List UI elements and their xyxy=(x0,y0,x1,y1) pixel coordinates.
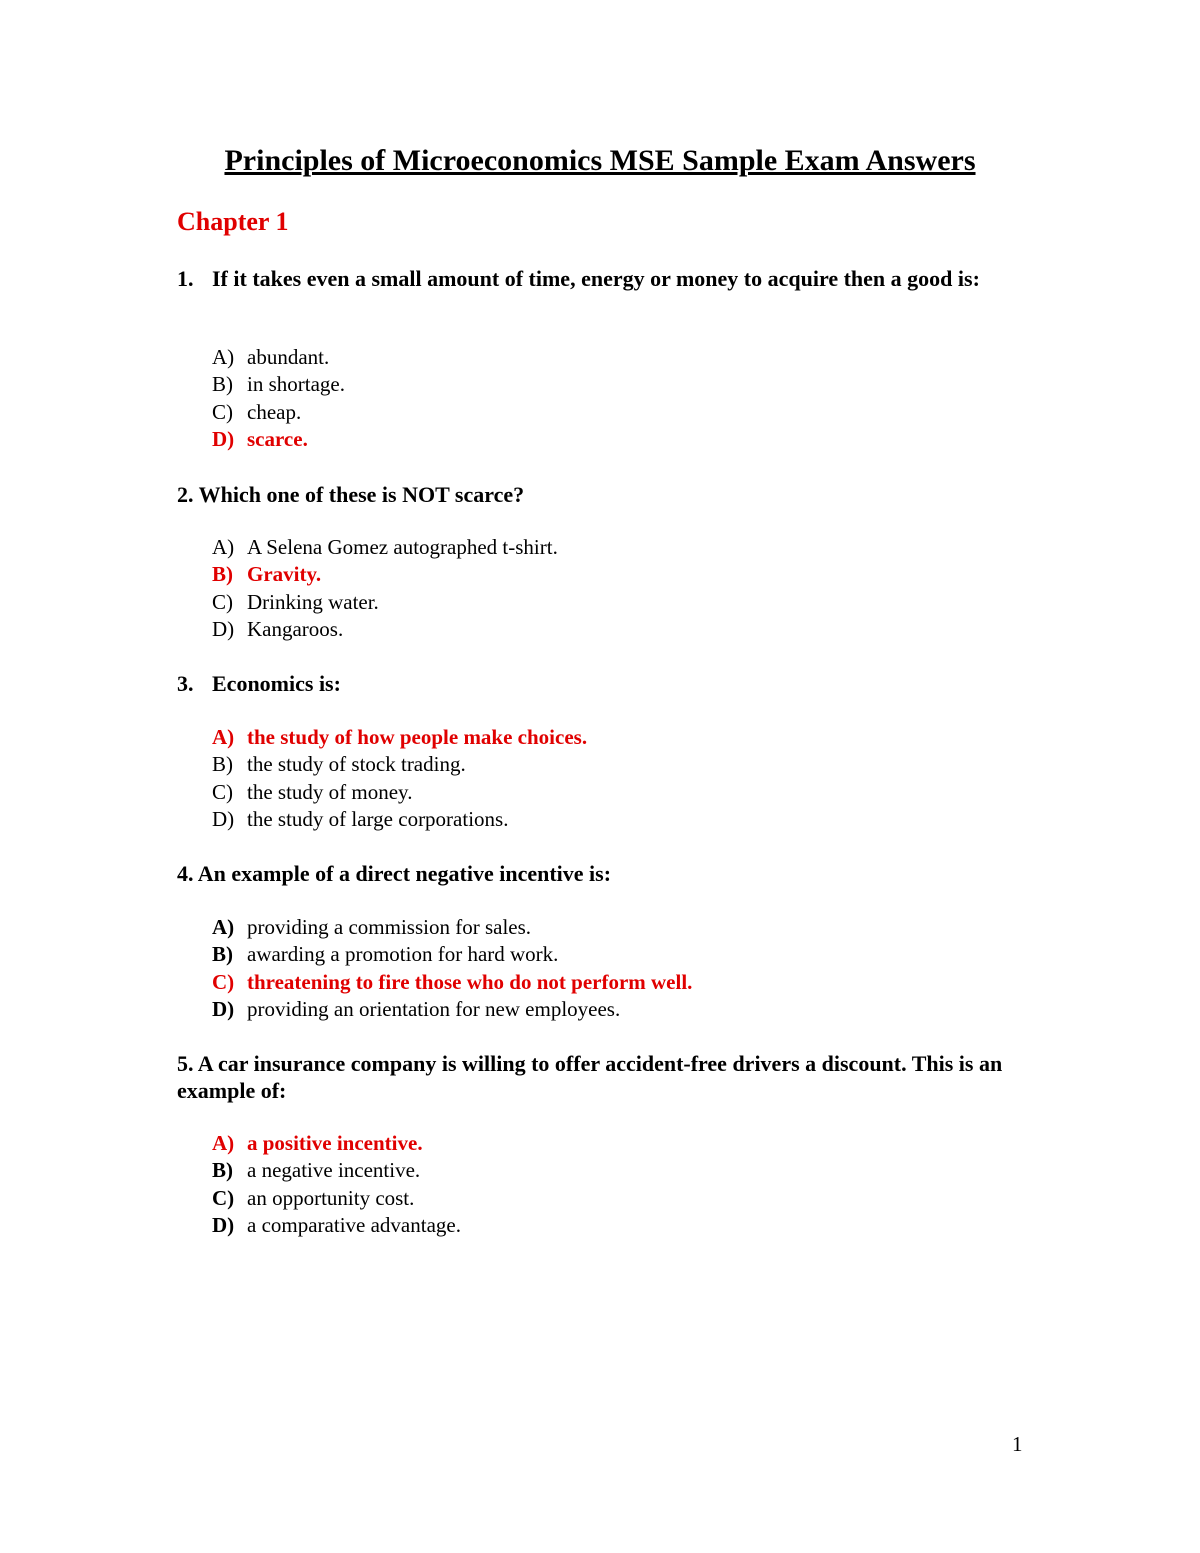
option-item xyxy=(212,1185,461,1212)
option-text: A Selena Gomez autographed t-shirt. xyxy=(247,535,558,559)
options-q1 xyxy=(212,344,345,453)
option-item xyxy=(212,1130,461,1157)
option-item xyxy=(212,1157,461,1184)
option-letter: A) xyxy=(212,1131,235,1155)
option-letter: B) xyxy=(212,1158,233,1183)
option-text: Kangaroos. xyxy=(247,616,344,641)
option-text: Drinking water. xyxy=(247,589,379,614)
option-letter: C) xyxy=(212,1185,235,1210)
option-text: a negative incentive. xyxy=(247,1158,421,1183)
question-2 xyxy=(177,481,1017,508)
question-5 xyxy=(177,1050,1017,1104)
option-letter: A) xyxy=(212,535,235,559)
option-text: the study of large corporations. xyxy=(247,806,509,831)
option-text: Gravity. xyxy=(247,562,322,587)
option-text: in shortage. xyxy=(247,372,345,397)
option-text: a positive incentive. xyxy=(247,1131,423,1155)
option-letter: D) xyxy=(212,426,235,451)
option-letter: C) xyxy=(212,779,233,804)
option-text: a comparative advantage. xyxy=(247,1212,461,1237)
option-letter: B) xyxy=(212,942,233,967)
option-letter: B) xyxy=(212,372,233,397)
option-item xyxy=(212,344,345,371)
option-item xyxy=(212,371,345,398)
option-item xyxy=(212,399,345,426)
option-text: the study of stock trading. xyxy=(247,752,466,777)
option-item xyxy=(212,779,587,806)
question-4 xyxy=(177,860,1017,887)
option-item xyxy=(212,914,692,941)
option-letter: D) xyxy=(212,1212,235,1237)
option-letter: C) xyxy=(212,399,233,424)
option-item xyxy=(212,724,587,751)
option-text: providing a commission for sales. xyxy=(247,915,532,939)
chapter-heading: Chapter 1 xyxy=(177,207,289,236)
option-text: threatening to fire those who do not perform well. xyxy=(247,969,693,994)
option-letter: B) xyxy=(212,752,233,777)
option-letter: A) xyxy=(212,345,235,369)
option-text: an opportunity cost. xyxy=(247,1185,415,1210)
option-item xyxy=(212,969,692,996)
page-number: 1 xyxy=(1012,1432,1023,1456)
option-item xyxy=(212,534,558,561)
option-text: providing an orientation for new employees. xyxy=(247,996,621,1021)
question-text: If it takes even a small amount of time, energy or money to acquire then a good is: xyxy=(212,266,980,291)
option-item xyxy=(212,996,692,1023)
question-number: 3. xyxy=(177,671,194,696)
option-letter: D) xyxy=(212,616,235,641)
options-q5 xyxy=(212,1130,461,1239)
question-text: Economics is: xyxy=(212,671,341,696)
option-item xyxy=(212,589,558,616)
option-text: cheap. xyxy=(247,399,302,424)
question-number: 2. xyxy=(177,482,194,507)
option-letter: A) xyxy=(212,915,235,939)
option-item xyxy=(212,1212,461,1239)
option-item xyxy=(212,806,587,833)
options-q2 xyxy=(212,534,558,643)
question-number: 4. xyxy=(177,861,194,886)
option-letter: B) xyxy=(212,562,233,587)
question-text: A car insurance company is willing to offer accident-free drivers a discount. This is an example of: xyxy=(177,1051,1003,1103)
options-q4 xyxy=(212,914,692,1023)
options-q3 xyxy=(212,724,587,833)
option-letter: D) xyxy=(212,806,235,831)
question-number: 1. xyxy=(177,266,194,291)
question-3 xyxy=(177,670,1052,697)
option-text: abundant. xyxy=(247,345,330,369)
page-title: Principles of Microeconomics MSE Sample Exam Answers xyxy=(224,144,976,177)
option-letter: D) xyxy=(212,996,235,1021)
question-number: 5. xyxy=(177,1051,194,1076)
option-letter: A) xyxy=(212,725,235,749)
option-text: awarding a promotion for hard work. xyxy=(247,942,559,967)
option-text: the study of money. xyxy=(247,779,413,804)
option-item xyxy=(212,616,558,643)
option-item xyxy=(212,751,587,778)
option-item xyxy=(212,426,345,453)
option-letter: C) xyxy=(212,969,235,994)
option-text: the study of how people make choices. xyxy=(247,725,588,749)
option-item xyxy=(212,561,558,588)
question-text: An example of a direct negative incentive is: xyxy=(197,861,612,886)
option-text: scarce. xyxy=(247,426,308,451)
option-letter: C) xyxy=(212,589,233,614)
question-1 xyxy=(177,265,1052,292)
option-item xyxy=(212,941,692,968)
question-text: Which one of these is NOT scarce? xyxy=(198,482,525,507)
